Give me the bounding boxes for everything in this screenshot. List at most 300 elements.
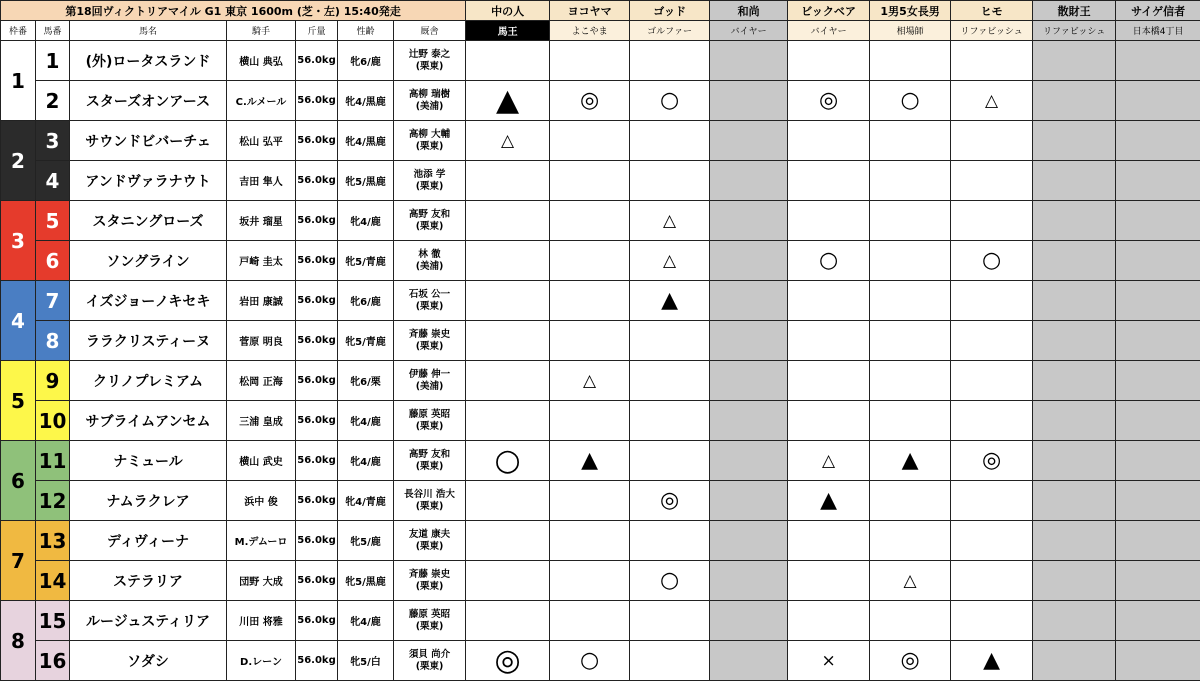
trainer-name: 林 徹: [418, 248, 441, 260]
trainer: [394, 481, 466, 521]
prediction-mark: [951, 121, 1033, 161]
prediction-mark: [466, 401, 550, 441]
trainer-stable: (栗東): [415, 140, 444, 152]
prediction-mark: [788, 601, 870, 641]
trainer-name: 辻野 泰之: [408, 48, 451, 60]
prediction-mark: [1116, 201, 1200, 241]
prediction-mark: [630, 401, 710, 441]
prediction-mark: ○: [550, 641, 630, 681]
horse-number: 2: [36, 81, 70, 121]
table-row: [1, 121, 1200, 161]
prediction-mark: [550, 321, 630, 361]
horse-number: 15: [36, 601, 70, 641]
waku-number: 4: [1, 281, 36, 361]
trainer-stable: (栗東): [415, 580, 444, 592]
horse-name: サブライムアンセム: [70, 401, 227, 441]
horse-number: 1: [36, 41, 70, 81]
prediction-mark: ◎: [550, 81, 630, 121]
trainer-name: 高柳 瑞樹: [408, 88, 451, 100]
weight: 56.0kg: [296, 361, 338, 401]
prediction-mark: [1116, 521, 1200, 561]
prediction-mark: [870, 201, 951, 241]
prediction-mark: [788, 321, 870, 361]
table-row: [1, 641, 1200, 681]
sex-age: 牝6/栗: [338, 361, 394, 401]
prediction-mark: [710, 121, 788, 161]
prediction-mark: [951, 281, 1033, 321]
horse-name: ルージュスティリア: [70, 601, 227, 641]
sex-age: 牝4/鹿: [338, 201, 394, 241]
prediction-mark: [710, 441, 788, 481]
table-row: [1, 201, 1200, 241]
prediction-mark: [951, 161, 1033, 201]
trainer: [394, 641, 466, 681]
predictor-subtitle: よこやま: [550, 21, 630, 41]
prediction-mark: [550, 241, 630, 281]
jockey-name: 横山 武史: [227, 441, 296, 481]
table-row: [1, 481, 1200, 521]
sex-age: 牝5/黒鹿: [338, 161, 394, 201]
sex-age: 牝4/黒鹿: [338, 121, 394, 161]
sex-age: 牝5/青鹿: [338, 241, 394, 281]
table-row: [1, 441, 1200, 481]
prediction-mark: [550, 521, 630, 561]
prediction-mark: ×: [788, 641, 870, 681]
prediction-mark: [630, 601, 710, 641]
prediction-mark: [788, 361, 870, 401]
prediction-mark: [550, 121, 630, 161]
prediction-mark: [466, 601, 550, 641]
table-row: [1, 601, 1200, 641]
table-row: [1, 521, 1200, 561]
horse-number: 6: [36, 241, 70, 281]
prediction-mark: [788, 161, 870, 201]
predictor-name: 和尚: [710, 1, 788, 21]
predictor-subtitle: 馬王: [466, 21, 550, 41]
waku-number: 8: [1, 601, 36, 681]
trainer-name: 池添 学: [413, 168, 446, 180]
prediction-mark: [710, 641, 788, 681]
prediction-mark: [1033, 601, 1116, 641]
prediction-mark: [466, 201, 550, 241]
prediction-mark: [870, 281, 951, 321]
trainer-name: 高柳 大輔: [408, 128, 451, 140]
predictor-name: サイゲ信者: [1116, 1, 1200, 21]
horse-name: ナミュール: [70, 441, 227, 481]
prediction-mark: △: [630, 241, 710, 281]
predictor-name: 散財王: [1033, 1, 1116, 21]
col-umaban: 馬番: [36, 21, 70, 41]
weight: 56.0kg: [296, 281, 338, 321]
prediction-mark: [1116, 121, 1200, 161]
jockey-name: 団野 大成: [227, 561, 296, 601]
prediction-mark: [550, 481, 630, 521]
trainer: [394, 321, 466, 361]
prediction-mark: [1033, 361, 1116, 401]
trainer-name: 須貝 尚介: [408, 648, 451, 660]
predictor-subtitle: バイヤー: [710, 21, 788, 41]
predictor-subtitle: バイヤー: [788, 21, 870, 41]
prediction-mark: [710, 161, 788, 201]
sex-age: 牝6/鹿: [338, 281, 394, 321]
jockey-name: C.ルメール: [227, 81, 296, 121]
jockey-name: 浜中 俊: [227, 481, 296, 521]
prediction-mark: [1033, 161, 1116, 201]
weight: 56.0kg: [296, 641, 338, 681]
prediction-mark: [710, 41, 788, 81]
prediction-mark: [550, 281, 630, 321]
trainer-stable: (栗東): [415, 620, 444, 632]
prediction-mark: [788, 521, 870, 561]
horse-name: (外)ロータスランド: [70, 41, 227, 81]
prediction-mark: [710, 321, 788, 361]
predictor-subtitle: リファビッシュ: [1033, 21, 1116, 41]
weight: 56.0kg: [296, 201, 338, 241]
prediction-mark: [1033, 81, 1116, 121]
prediction-mark: [1116, 321, 1200, 361]
weight: 56.0kg: [296, 161, 338, 201]
trainer-name: 高野 友和: [408, 208, 451, 220]
predictor-subtitle: ゴルファー: [630, 21, 710, 41]
prediction-mark: [1033, 481, 1116, 521]
prediction-mark: [710, 241, 788, 281]
table-row: [1, 241, 1200, 281]
prediction-mark: [788, 41, 870, 81]
trainer: [394, 441, 466, 481]
prediction-mark: [788, 561, 870, 601]
weight: 56.0kg: [296, 481, 338, 521]
trainer: [394, 161, 466, 201]
jockey-name: 坂井 瑠星: [227, 201, 296, 241]
prediction-mark: [870, 321, 951, 361]
horse-name: ナムラクレア: [70, 481, 227, 521]
sex-age: 牝4/鹿: [338, 601, 394, 641]
horse-name: ソダシ: [70, 641, 227, 681]
prediction-mark: [1116, 481, 1200, 521]
trainer-name: 友道 康夫: [408, 528, 451, 540]
prediction-mark: [1033, 441, 1116, 481]
sex-age: 牝4/鹿: [338, 441, 394, 481]
prediction-mark: [788, 281, 870, 321]
trainer-stable: (栗東): [415, 500, 444, 512]
prediction-mark: [1116, 161, 1200, 201]
sex-age: 牝4/青鹿: [338, 481, 394, 521]
prediction-mark: [1033, 281, 1116, 321]
prediction-mark: [710, 361, 788, 401]
prediction-mark: [1116, 241, 1200, 281]
prediction-mark: △: [466, 121, 550, 161]
prediction-mark: [466, 281, 550, 321]
prediction-mark: [788, 121, 870, 161]
prediction-mark: [1033, 201, 1116, 241]
prediction-mark: [1116, 441, 1200, 481]
prediction-mark: [466, 361, 550, 401]
prediction-mark: [550, 161, 630, 201]
prediction-mark: [951, 201, 1033, 241]
col-jockey: 騎手: [227, 21, 296, 41]
prediction-mark: [1116, 561, 1200, 601]
prediction-mark: △: [788, 441, 870, 481]
trainer: [394, 521, 466, 561]
prediction-mark: [788, 401, 870, 441]
horse-name: ディヴィーナ: [70, 521, 227, 561]
horse-name: イズジョーノキセキ: [70, 281, 227, 321]
trainer: [394, 361, 466, 401]
col-waku: 枠番: [1, 21, 36, 41]
trainer-stable: (美浦): [415, 260, 444, 272]
prediction-mark: [466, 241, 550, 281]
prediction-mark: [951, 561, 1033, 601]
prediction-mark: △: [630, 201, 710, 241]
trainer-name: 石坂 公一: [408, 288, 451, 300]
prediction-mark: [550, 41, 630, 81]
prediction-mark: [466, 481, 550, 521]
prediction-mark: [630, 361, 710, 401]
prediction-mark: [710, 561, 788, 601]
trainer-stable: (栗東): [415, 460, 444, 472]
prediction-mark: [951, 401, 1033, 441]
prediction-mark: [710, 481, 788, 521]
weight: 56.0kg: [296, 41, 338, 81]
prediction-mark: [870, 521, 951, 561]
prediction-mark: ◎: [466, 641, 550, 681]
jockey-name: 松山 弘平: [227, 121, 296, 161]
trainer-stable: (栗東): [415, 300, 444, 312]
prediction-mark: [1033, 41, 1116, 81]
prediction-mark: [951, 321, 1033, 361]
table-row: [1, 361, 1200, 401]
jockey-name: D.レーン: [227, 641, 296, 681]
jockey-name: 松岡 正海: [227, 361, 296, 401]
weight: 56.0kg: [296, 401, 338, 441]
horse-name: アンドヴァラナウト: [70, 161, 227, 201]
jockey-name: 川田 将雅: [227, 601, 296, 641]
prediction-mark: ▲: [630, 281, 710, 321]
prediction-mark: [550, 201, 630, 241]
predictor-name: 中の人: [466, 1, 550, 21]
prediction-mark: ◎: [870, 641, 951, 681]
trainer: [394, 81, 466, 121]
prediction-mark: [1116, 81, 1200, 121]
prediction-mark: ○: [951, 241, 1033, 281]
predictor-subtitle: リファビッシュ: [951, 21, 1033, 41]
prediction-mark: [710, 201, 788, 241]
prediction-mark: [951, 601, 1033, 641]
waku-number: 1: [1, 41, 36, 121]
prediction-mark: [1116, 41, 1200, 81]
trainer-name: 藤原 英昭: [408, 608, 451, 620]
prediction-mark: ◎: [951, 441, 1033, 481]
weight: 56.0kg: [296, 561, 338, 601]
horse-name: ステラリア: [70, 561, 227, 601]
race-title: 第18回ヴィクトリアマイル G1 東京 1600m (芝・左) 15:40発走: [1, 1, 466, 21]
horse-number: 9: [36, 361, 70, 401]
table-row: [1, 161, 1200, 201]
prediction-mark: [951, 521, 1033, 561]
prediction-mark: ○: [870, 81, 951, 121]
prediction-mark: △: [870, 561, 951, 601]
waku-number: 5: [1, 361, 36, 441]
prediction-mark: [870, 401, 951, 441]
prediction-mark: [1116, 281, 1200, 321]
trainer: [394, 121, 466, 161]
trainer-name: 高野 友和: [408, 448, 451, 460]
weight: 56.0kg: [296, 321, 338, 361]
prediction-mark: [1033, 521, 1116, 561]
prediction-mark: [466, 561, 550, 601]
trainer-name: 藤原 英昭: [408, 408, 451, 420]
prediction-mark: ◎: [630, 481, 710, 521]
table-row: [1, 81, 1200, 121]
prediction-mark: [466, 41, 550, 81]
prediction-mark: [710, 401, 788, 441]
horse-name: クリノプレミアム: [70, 361, 227, 401]
prediction-mark: ▲: [788, 481, 870, 521]
table-row: [1, 41, 1200, 81]
trainer-name: 斉藤 崇史: [408, 568, 451, 580]
prediction-mark: [630, 161, 710, 201]
prediction-mark: [1116, 361, 1200, 401]
prediction-mark: ◎: [788, 81, 870, 121]
prediction-mark: [550, 561, 630, 601]
sex-age: 牝5/黒鹿: [338, 561, 394, 601]
weight: 56.0kg: [296, 121, 338, 161]
trainer-name: 長谷川 浩大: [404, 488, 455, 500]
waku-number: 2: [1, 121, 36, 201]
horse-number: 8: [36, 321, 70, 361]
prediction-mark: △: [951, 81, 1033, 121]
prediction-mark: ▲: [951, 641, 1033, 681]
header-row-columns: [1, 21, 1200, 41]
prediction-mark: ○: [630, 561, 710, 601]
horse-number: 14: [36, 561, 70, 601]
trainer-stable: (栗東): [415, 180, 444, 192]
trainer: [394, 281, 466, 321]
prediction-mark: [466, 521, 550, 561]
trainer-stable: (栗東): [415, 420, 444, 432]
horse-number: 3: [36, 121, 70, 161]
prediction-mark: [630, 321, 710, 361]
horse-number: 16: [36, 641, 70, 681]
trainer-name: 斉藤 崇史: [408, 328, 451, 340]
prediction-mark: [870, 161, 951, 201]
prediction-mark: [550, 401, 630, 441]
waku-number: 6: [1, 441, 36, 521]
sex-age: 牝5/鹿: [338, 521, 394, 561]
prediction-mark: [466, 321, 550, 361]
predictor-subtitle: 日本橋4丁目: [1116, 21, 1200, 41]
prediction-mark: [1033, 321, 1116, 361]
prediction-mark: [870, 41, 951, 81]
predictor-name: ヨコヤマ: [550, 1, 630, 21]
prediction-mark: [870, 121, 951, 161]
jockey-name: 横山 典弘: [227, 41, 296, 81]
prediction-mark: [710, 601, 788, 641]
prediction-mark: ○: [788, 241, 870, 281]
trainer-name: 伊藤 伸一: [408, 368, 451, 380]
jockey-name: 菅原 明良: [227, 321, 296, 361]
trainer-stable: (栗東): [415, 660, 444, 672]
prediction-mark: [870, 361, 951, 401]
prediction-mark: [1033, 561, 1116, 601]
prediction-mark: [870, 481, 951, 521]
trainer-stable: (美浦): [415, 100, 444, 112]
prediction-mark: [1116, 641, 1200, 681]
horse-number: 10: [36, 401, 70, 441]
prediction-mark: [710, 281, 788, 321]
prediction-mark: [630, 441, 710, 481]
trainer-stable: (栗東): [415, 540, 444, 552]
prediction-mark: [1033, 241, 1116, 281]
jockey-name: 岩田 康誠: [227, 281, 296, 321]
jockey-name: 吉田 隼人: [227, 161, 296, 201]
predictor-name: 1男5女長男: [870, 1, 951, 21]
jockey-name: M.デムーロ: [227, 521, 296, 561]
prediction-mark: [1033, 641, 1116, 681]
horse-name: ソングライン: [70, 241, 227, 281]
horse-name: スタニングローズ: [70, 201, 227, 241]
prediction-mark: [951, 361, 1033, 401]
weight: 56.0kg: [296, 521, 338, 561]
trainer-stable: (美浦): [415, 380, 444, 392]
horse-number: 11: [36, 441, 70, 481]
weight: 56.0kg: [296, 601, 338, 641]
table-row: [1, 321, 1200, 361]
sex-age: 牝5/白: [338, 641, 394, 681]
horse-name: スターズオンアース: [70, 81, 227, 121]
trainer: [394, 401, 466, 441]
weight: 56.0kg: [296, 241, 338, 281]
col-horse: 馬名: [70, 21, 227, 41]
weight: 56.0kg: [296, 81, 338, 121]
trainer-stable: (栗東): [415, 60, 444, 72]
prediction-mark: [1116, 401, 1200, 441]
col-sex: 性齢: [338, 21, 394, 41]
prediction-mark: [951, 481, 1033, 521]
prediction-mark: [466, 161, 550, 201]
jockey-name: 三浦 皇成: [227, 401, 296, 441]
prediction-mark: [1033, 121, 1116, 161]
prediction-mark: ▲: [870, 441, 951, 481]
trainer-stable: (栗東): [415, 340, 444, 352]
prediction-mark: ▲: [466, 81, 550, 121]
prediction-mark: [550, 601, 630, 641]
trainer-stable: (栗東): [415, 220, 444, 232]
prediction-mark: [630, 121, 710, 161]
sex-age: 牝4/黒鹿: [338, 81, 394, 121]
prediction-mark: △: [550, 361, 630, 401]
prediction-mark: [951, 41, 1033, 81]
prediction-mark: ○: [466, 441, 550, 481]
waku-number: 3: [1, 201, 36, 281]
trainer: [394, 201, 466, 241]
col-kin: 斤量: [296, 21, 338, 41]
header-row-names: [1, 1, 1200, 21]
prediction-mark: [710, 521, 788, 561]
prediction-mark: [788, 201, 870, 241]
col-trainer: 厩舎: [394, 21, 466, 41]
trainer: [394, 41, 466, 81]
trainer: [394, 241, 466, 281]
table-row: [1, 561, 1200, 601]
horse-name: サウンドビバーチェ: [70, 121, 227, 161]
table-row: [1, 281, 1200, 321]
prediction-mark: ▲: [550, 441, 630, 481]
horse-name: ララクリスティーヌ: [70, 321, 227, 361]
horse-number: 13: [36, 521, 70, 561]
predictor-subtitle: 相場師: [870, 21, 951, 41]
predictor-name: ビックベア: [788, 1, 870, 21]
